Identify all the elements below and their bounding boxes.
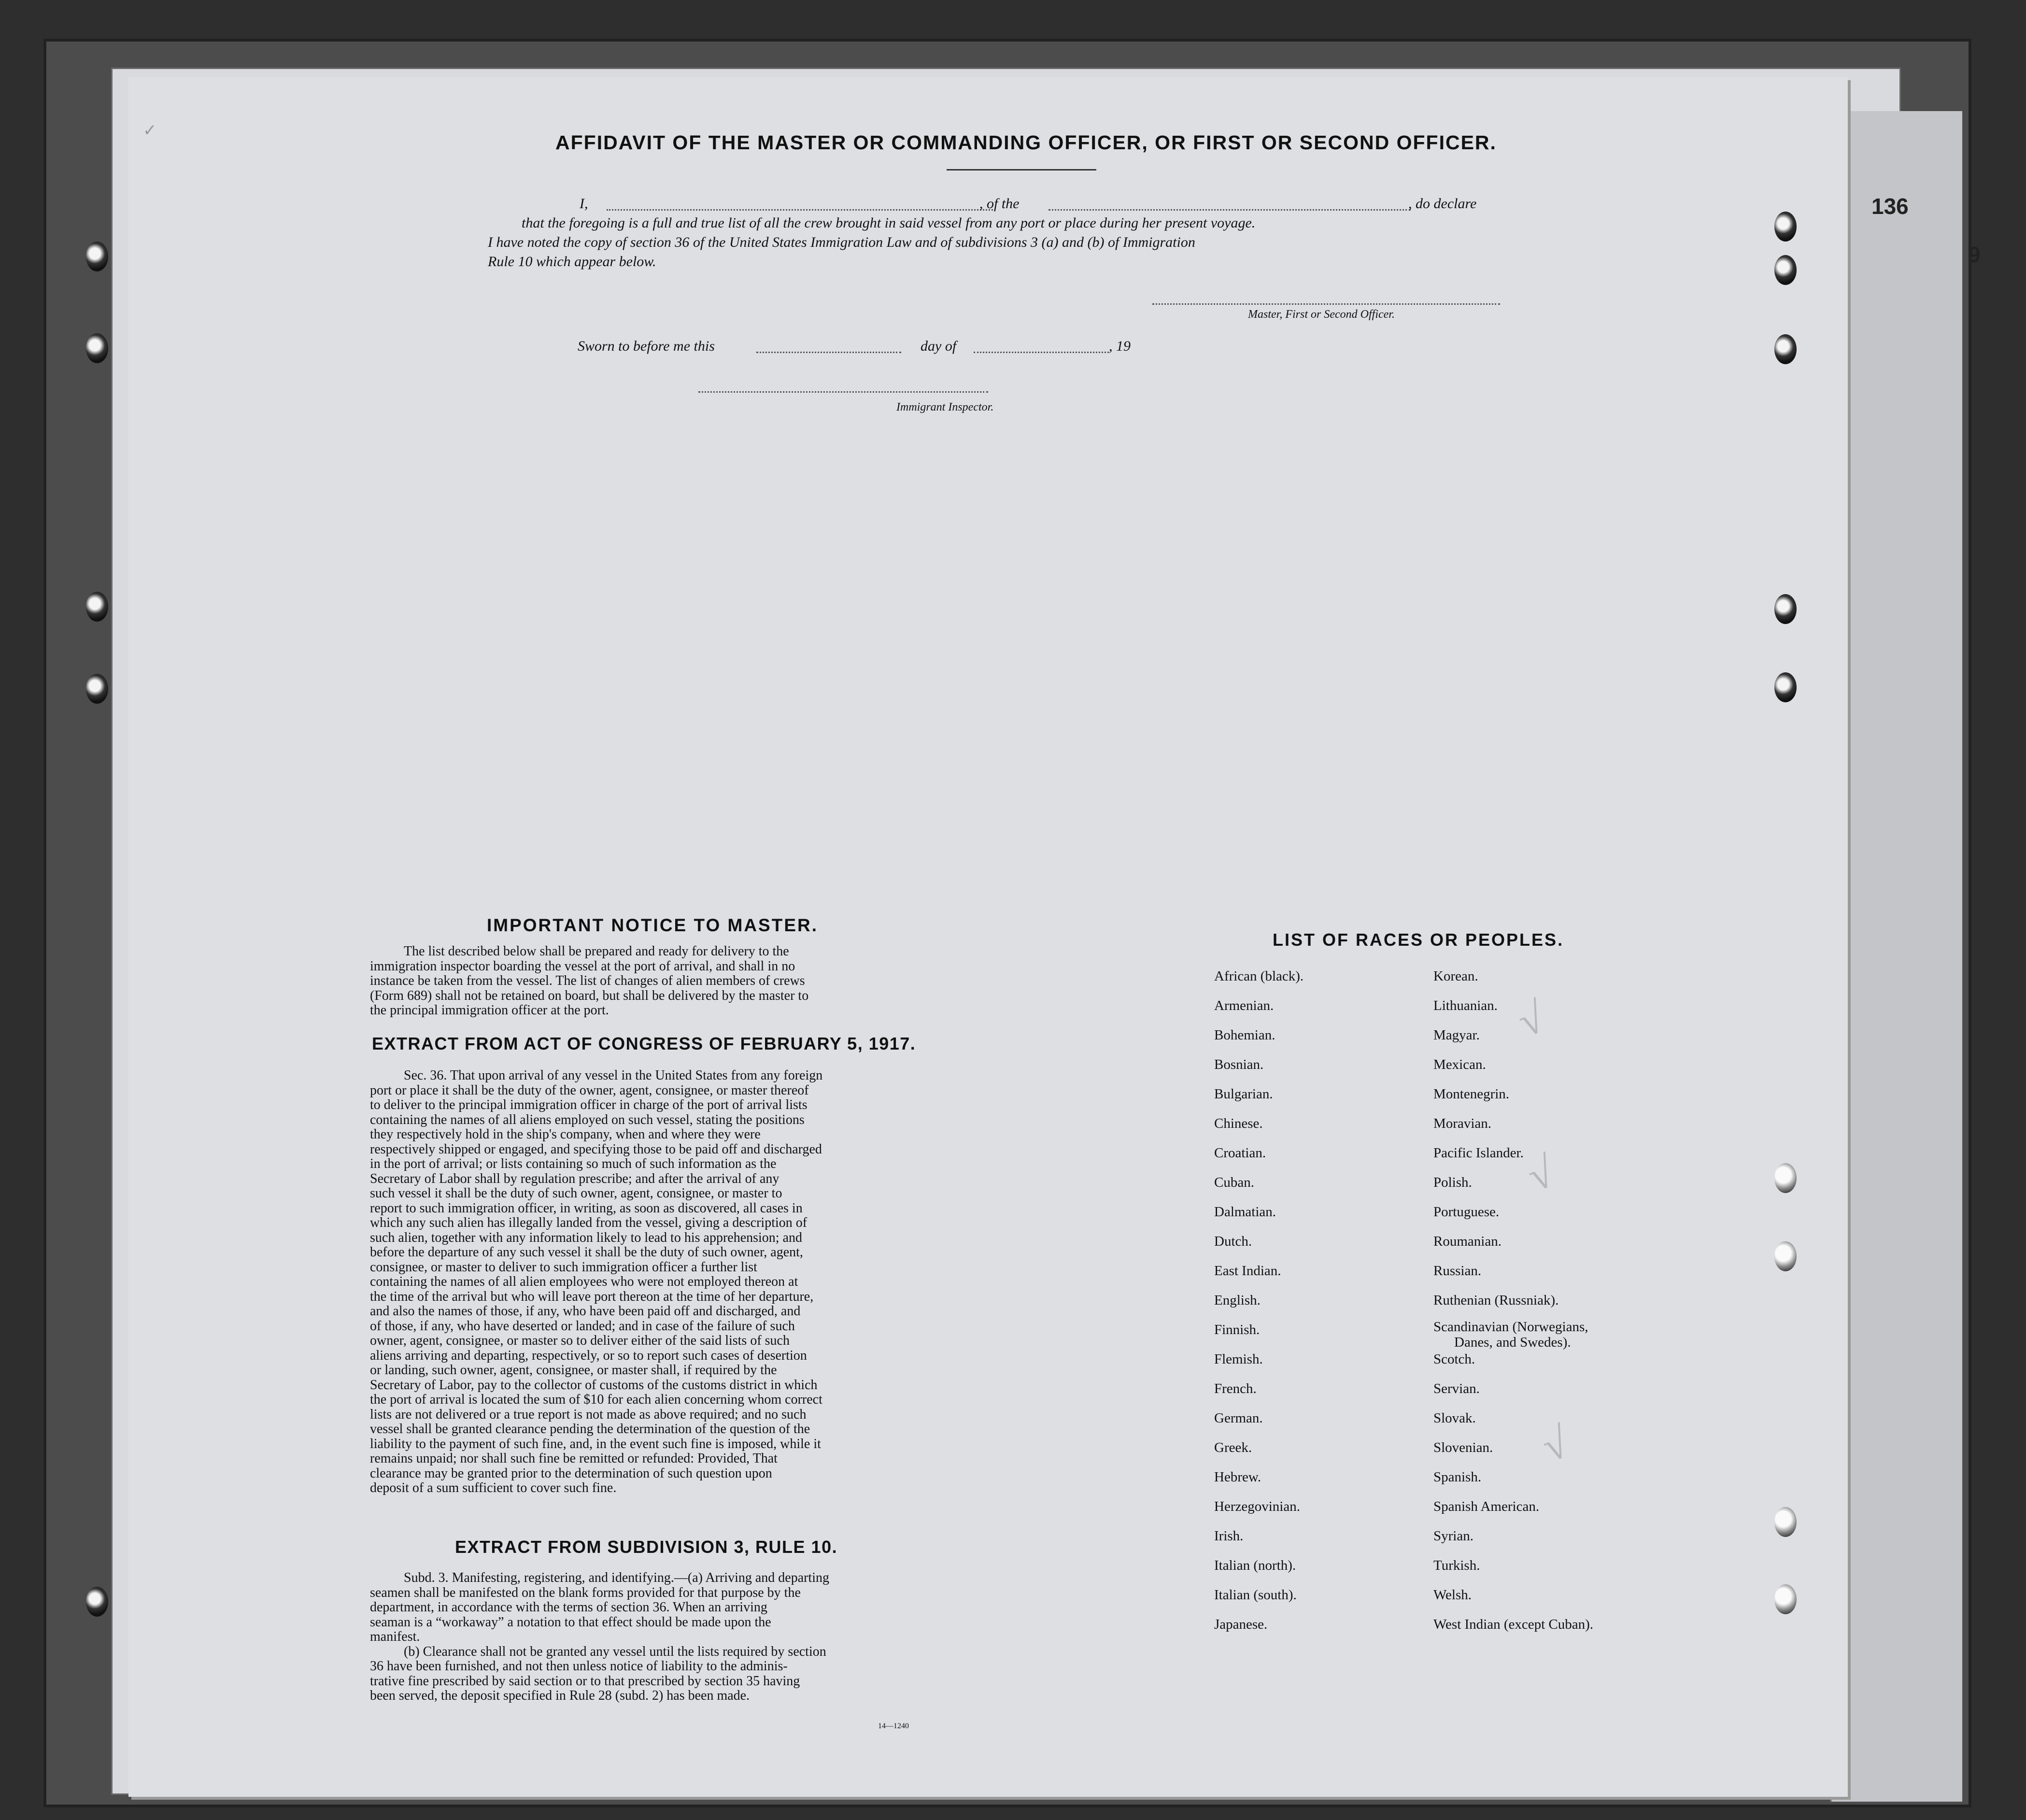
act-line: such alien, together with any information likely to lead to his apprehension; and [370, 1230, 803, 1245]
race-item: German. [1214, 1410, 1263, 1426]
race-item: Turkish. [1433, 1558, 1480, 1573]
binder-hole-left [86, 592, 108, 622]
race-item: Spanish. [1433, 1469, 1482, 1485]
act-line: Secretary of Labor shall by regulation prescribe; and after the arrival of any [370, 1171, 779, 1186]
notice-line: (Form 689) shall not be retained on board, but shall be delivered by the master to [370, 988, 809, 1003]
declaration-line-3: I have noted the copy of section 36 of the United States Immigration Law and of subdivisions 3 (a) and (b) of Immigration [488, 234, 1195, 250]
rule-line: seamen shall be manifested on the blank forms provided for that purpose by the [370, 1585, 801, 1600]
race-item: Scandinavian (Norwegians, [1433, 1319, 1588, 1335]
act-line: port or place it shall be the duty of the owner, agent, consignee, or master thereof [370, 1082, 809, 1098]
race-item: English. [1214, 1293, 1261, 1308]
race-item: Slovak. [1433, 1410, 1476, 1426]
notice-text [370, 944, 960, 1018]
act-line: containing the names of all aliens employed on such vessel, stating the positions [370, 1112, 805, 1127]
inspector-blank [698, 391, 988, 393]
race-item: French. [1214, 1381, 1257, 1396]
act-line: containing the names of all alien employees who were not employed thereon at [370, 1274, 798, 1289]
race-item: Welsh. [1433, 1587, 1472, 1603]
affidavit-title: AFFIDAVIT OF THE MASTER OR COMMANDING OFFICER, OR FIRST OR SECOND OFFICER. [555, 131, 1497, 154]
act-line: lists are not delivered or a true report is not made as above required; and no such [370, 1407, 807, 1422]
rule-extract-title: EXTRACT FROM SUBDIVISION 3, RULE 10. [455, 1537, 838, 1557]
signature-blank [1152, 303, 1500, 305]
race-item: Montenegrin. [1433, 1086, 1510, 1102]
race-item: Bulgarian. [1214, 1086, 1273, 1102]
form-number: 14—1240 [878, 1722, 909, 1730]
race-item: East Indian. [1214, 1263, 1281, 1279]
sworn-date-blank [756, 352, 901, 353]
race-item-continued: Danes, and Swedes). [1454, 1335, 1571, 1350]
sworn-lead: Sworn to before me this [578, 338, 715, 354]
rule-line: (b) Clearance shall not be granted any vessel until the lists required by section [404, 1644, 826, 1659]
act-line: consignee, or master to deliver to such immigration officer a further list [370, 1259, 757, 1275]
declaration-of: , of the [979, 196, 1020, 212]
name-blank [607, 209, 993, 211]
act-line: owner, agent, consignee, or master so to deliver either of the said lists of such [370, 1333, 790, 1348]
race-item: Syrian. [1433, 1528, 1473, 1544]
inspector-caption: Immigrant Inspector. [896, 401, 994, 413]
binder-hole-right [1774, 672, 1797, 702]
act-line: or landing, such owner, agent, consignee, or master shall, if required by the [370, 1363, 777, 1378]
act-line: in the port of arrival; or lists containing so much of such information as the [370, 1156, 777, 1171]
notice-line: immigration inspector boarding the vessel at the port of arrival, and shall in no [370, 958, 795, 974]
race-item: Hebrew. [1214, 1469, 1261, 1485]
act-line: the time of the arrival but who will leave port thereon at the time of her departure, [370, 1289, 814, 1304]
act-line: before the departure of any such vessel it shall be the duty of such owner, agent, [370, 1245, 803, 1260]
declaration-lead: I, [580, 196, 588, 212]
act-line: remains unpaid; nor shall such fine be remitted or refunded: Provided, That [370, 1451, 778, 1466]
act-line: vessel shall be granted clearance pending the determination of the question of the [370, 1422, 810, 1436]
declaration-end: , do declare [1408, 196, 1477, 212]
declaration-line-2: that the foregoing is a full and true list of all the crew brought in said vessel from any port or place during her present voyage. [522, 215, 1256, 231]
title-underline [947, 169, 1096, 171]
race-item: Polish. [1433, 1175, 1472, 1190]
binder-hole-left [86, 242, 108, 271]
race-item: Ruthenian (Russniak). [1433, 1293, 1559, 1308]
act-line: clearance may be granted prior to the determination of such question upon [370, 1465, 772, 1481]
race-item: Chinese. [1214, 1116, 1263, 1131]
race-item: Bosnian. [1214, 1057, 1264, 1072]
race-item: Herzegovinian. [1214, 1499, 1300, 1514]
race-item: Flemish. [1214, 1351, 1263, 1367]
race-item: Dutch. [1214, 1234, 1252, 1249]
act-line: to deliver to the principal immigration officer in charge of the port of arrival lists [370, 1097, 808, 1112]
race-item: Finnish. [1214, 1322, 1260, 1337]
binder-hole-right [1774, 334, 1797, 364]
notice-title: IMPORTANT NOTICE TO MASTER. [487, 915, 819, 935]
binder-hole-right [1774, 594, 1797, 624]
act-line: and also the names of those, if any, who have been paid off and discharged, and [370, 1304, 801, 1319]
binder-hole-right [1774, 1584, 1797, 1614]
page-number-margin: 136 [1871, 194, 1909, 219]
rule-line: Subd. 3. Manifesting, registering, and identifying.—(a) Arriving and departing [404, 1570, 830, 1585]
race-item: Lithuanian. [1433, 998, 1498, 1013]
pencil-mark: ✓ [143, 122, 157, 140]
binder-hole-right [1774, 212, 1797, 242]
act-line: they respectively hold in the ship's company, when and where they were [370, 1127, 761, 1142]
vessel-blank [1048, 209, 1411, 211]
act-line: the port of arrival is located the sum of $10 for each alien concerning whom correct [370, 1392, 822, 1407]
race-item: Pacific Islander. [1433, 1145, 1524, 1161]
race-item: Russian. [1433, 1263, 1482, 1279]
act-line: Sec. 36. That upon arrival of any vessel in the United States from any foreign [404, 1068, 823, 1083]
rule-line: manifest. [370, 1629, 420, 1644]
race-item: Korean. [1433, 968, 1478, 984]
race-item: Scotch. [1433, 1351, 1475, 1367]
act-extract-text [370, 1068, 960, 1496]
notice-line: instance be taken from the vessel. The list of changes of alien members of crews [370, 973, 805, 988]
act-line: report to such immigration officer, in writing, as soon as discovered, all cases in [370, 1200, 803, 1216]
act-line: Secretary of Labor, pay to the collector of customs of the customs district in which [370, 1377, 818, 1393]
race-item: West Indian (except Cuban). [1433, 1617, 1594, 1632]
race-item: Portuguese. [1433, 1204, 1500, 1220]
race-item: Roumanian. [1433, 1234, 1502, 1249]
act-line: liability to the payment of such fine, and, in the event such fine is imposed, while it [370, 1436, 821, 1451]
race-item: African (black). [1214, 968, 1304, 984]
pencil-check-mark: √ [1521, 1148, 1560, 1201]
race-item: Slovenian. [1433, 1440, 1493, 1455]
notice-line: The list described below shall be prepared and ready for delivery to the [404, 944, 789, 959]
race-item: Mexican. [1433, 1057, 1486, 1072]
pencil-check-mark: √ [1512, 993, 1551, 1047]
act-line: such vessel it shall be the duty of such owner, agent, consignee, or master to [370, 1186, 782, 1201]
rule-line: been served, the deposit specified in Rule 28 (subd. 2) has been made. [370, 1688, 750, 1703]
act-extract-title: EXTRACT FROM ACT OF CONGRESS OF FEBRUARY 5, 1917. [372, 1034, 916, 1053]
sworn-month-blank [974, 352, 1109, 353]
sworn-day: day of [921, 338, 957, 354]
binder-hole-left [86, 1587, 108, 1617]
binder-hole-right [1774, 1507, 1797, 1537]
binder-hole-left [86, 674, 108, 704]
race-item: Japanese. [1214, 1617, 1268, 1632]
declaration-line-4: Rule 10 which appear below. [488, 254, 656, 270]
race-item: Armenian. [1214, 998, 1274, 1013]
race-item: Spanish American. [1433, 1499, 1540, 1514]
binder-hole-right [1774, 1241, 1797, 1271]
form-page [128, 77, 1848, 1797]
rule-line: 36 have been furnished, and not then unless notice of liability to the adminis- [370, 1659, 788, 1674]
race-item: Magyar. [1433, 1027, 1480, 1043]
act-line: aliens arriving and departing, respectively, or so to report such cases of desertion [370, 1348, 807, 1363]
race-item: Moravian. [1433, 1116, 1491, 1131]
binder-hole-left [86, 333, 108, 363]
signature-caption: Master, First or Second Officer. [1248, 308, 1395, 321]
races-title: LIST OF RACES OR PEOPLES. [1273, 930, 1564, 950]
binder-hole-right [1774, 1163, 1797, 1193]
underlying-sheet-edge [1830, 111, 1962, 1802]
act-line: respectively shipped or engaged, and specifying those to be paid off and discharged [370, 1141, 822, 1157]
pencil-check-mark: √ [1536, 1418, 1575, 1472]
rule-line: seaman is a “workaway” a notation to that effect should be made upon the [370, 1614, 771, 1630]
race-item: Bohemian. [1214, 1027, 1275, 1043]
race-item: Italian (south). [1214, 1587, 1297, 1603]
sworn-year: , 19 [1109, 338, 1131, 354]
rule-extract-text [370, 1571, 960, 1704]
race-item: Irish. [1214, 1528, 1244, 1544]
rule-line: trative fine prescribed by said section or to that prescribed by section 35 having [370, 1673, 800, 1689]
race-item: Dalmatian. [1214, 1204, 1276, 1220]
race-item: Italian (north). [1214, 1558, 1296, 1573]
rule-line: department, in accordance with the terms of section 36. When an arriving [370, 1600, 767, 1615]
race-item: Servian. [1433, 1381, 1480, 1396]
act-line: of those, if any, who have deserted or landed; and in case of the failure of such [370, 1318, 795, 1334]
notice-line: the principal immigration officer at the port. [370, 1003, 609, 1018]
act-line: deposit of a sum sufficient to cover such fine. [370, 1480, 617, 1495]
act-line: which any such alien has illegally landed from the vessel, giving a description of [370, 1215, 808, 1230]
race-item: Cuban. [1214, 1175, 1254, 1190]
race-item: Croatian. [1214, 1145, 1266, 1161]
race-item: Greek. [1214, 1440, 1252, 1455]
edge-number-margin: 9 [1968, 242, 1981, 267]
binder-hole-right [1774, 255, 1797, 285]
